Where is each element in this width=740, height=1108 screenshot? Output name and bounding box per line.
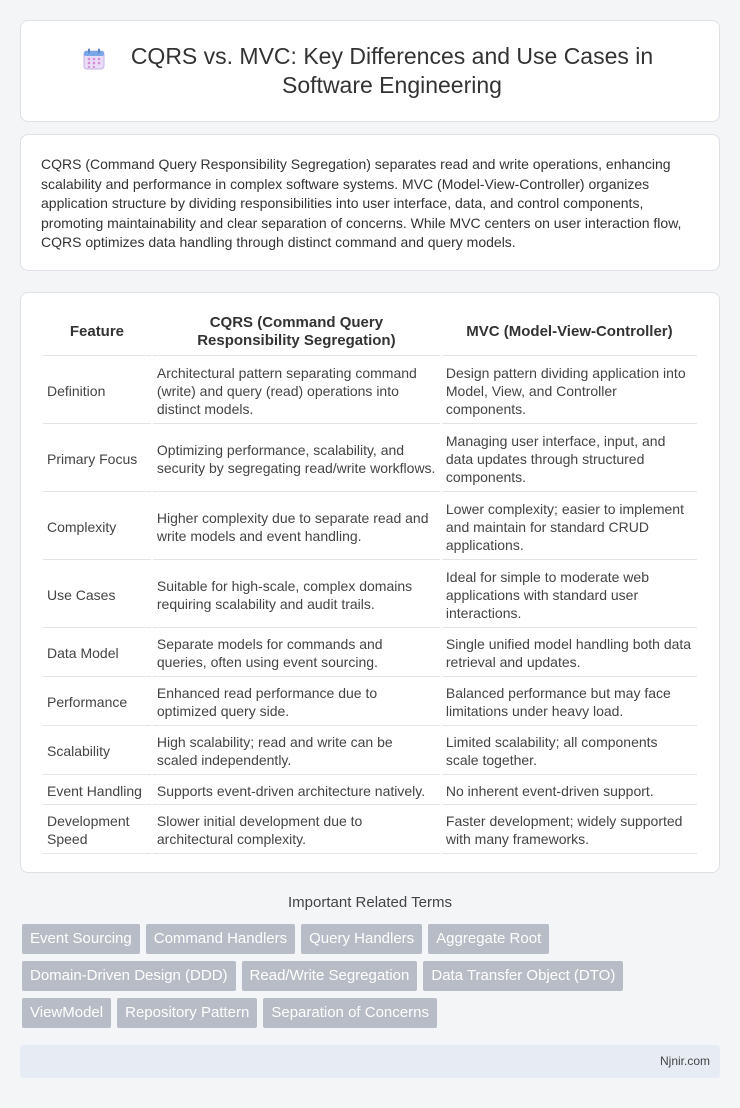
mvc-cell: Faster development; widely supported with many frameworks. — [442, 807, 697, 854]
table-row — [43, 630, 697, 677]
feature-cell: Performance — [43, 679, 151, 726]
cqrs-cell: Enhanced read performance due to optimized query side. — [153, 679, 440, 726]
cqrs-cell: Supports event-driven architecture natively. — [153, 777, 440, 805]
feature-cell: Primary Focus — [43, 426, 151, 492]
cqrs-cell: Architectural pattern separating command (write) and query (read) operations into distinct models. — [153, 358, 440, 424]
mvc-cell: Balanced performance but may face limitations under heavy load. — [442, 679, 697, 726]
feature-cell: Development Speed — [43, 807, 151, 854]
related-term-tag[interactable]: Query Handlers — [301, 924, 422, 954]
calendar-icon — [83, 48, 105, 70]
table-header-row — [43, 309, 697, 356]
footer-site[interactable]: Njnir.com — [659, 1054, 710, 1068]
mvc-cell: Limited scalability; all components scale together. — [442, 728, 697, 775]
cqrs-cell: Slower initial development due to architectural complexity. — [153, 807, 440, 854]
header-cqrs: CQRS (Command Query Responsibility Segregation) — [153, 309, 440, 356]
footer — [20, 1045, 720, 1078]
header-mvc: MVC (Model-View-Controller) — [442, 309, 697, 356]
mvc-cell: Single unified model handling both data retrieval and updates. — [442, 630, 697, 677]
table-row — [43, 728, 697, 775]
related-term-tag[interactable]: Separation of Concerns — [263, 998, 437, 1028]
mvc-cell: Design pattern dividing application into Model, View, and Controller components. — [442, 358, 697, 424]
related-term-tag[interactable]: Domain-Driven Design (DDD) — [22, 961, 236, 991]
cqrs-cell: Separate models for commands and queries, often using event sourcing. — [153, 630, 440, 677]
table-row — [43, 358, 697, 424]
related-term-tag[interactable]: Repository Pattern — [117, 998, 257, 1028]
related-term-tag[interactable]: Aggregate Root — [428, 924, 549, 954]
mvc-cell: Ideal for simple to moderate web applications with standard user interactions. — [442, 562, 697, 628]
mvc-cell: Lower complexity; easier to implement and maintain for standard CRUD applications. — [442, 494, 697, 560]
related-term-tag[interactable]: Data Transfer Object (DTO) — [423, 961, 623, 991]
feature-cell: Scalability — [43, 728, 151, 775]
mvc-cell: No inherent event-driven support. — [442, 777, 697, 805]
table-row — [43, 494, 697, 560]
feature-cell: Data Model — [43, 630, 151, 677]
related-term-tag[interactable]: Event Sourcing — [22, 924, 140, 954]
title-card — [20, 20, 720, 122]
table-row — [43, 562, 697, 628]
table-row — [43, 807, 697, 854]
feature-cell: Event Handling — [43, 777, 151, 805]
cqrs-cell: Optimizing performance, scalability, and security by segregating read/write workflows. — [153, 426, 440, 492]
related-term-tag[interactable]: Command Handlers — [146, 924, 295, 954]
related-terms-title: Important Related Terms — [288, 894, 452, 911]
cqrs-cell: Higher complexity due to separate read and write models and event handling. — [153, 494, 440, 560]
table-row — [43, 679, 697, 726]
title-wrap — [83, 42, 657, 100]
feature-cell: Complexity — [43, 494, 151, 560]
feature-cell: Use Cases — [43, 562, 151, 628]
page-title: CQRS vs. MVC: Key Differences and Use Cases in Software Engineering — [130, 43, 654, 98]
table-row — [43, 777, 697, 805]
table-row — [43, 426, 697, 492]
related-term-tag[interactable]: ViewModel — [22, 998, 111, 1028]
cqrs-cell: Suitable for high-scale, complex domains requiring scalability and audit trails. — [153, 562, 440, 628]
related-terms-list — [22, 924, 722, 1035]
mvc-cell: Managing user interface, input, and data updates through structured components. — [442, 426, 697, 492]
comparison-table — [41, 307, 699, 856]
related-term-tag[interactable]: Read/Write Segregation — [242, 961, 418, 991]
comparison-card — [20, 292, 720, 873]
feature-cell: Definition — [43, 358, 151, 424]
header-feature: Feature — [43, 309, 151, 356]
intro-paragraph: CQRS (Command Query Responsibility Segregation) separates read and write operations, enhancing scalability and performance in complex software systems. MVC (Model-View-Controller) organizes application structure by dividing responsibilities into user interface, data, and control components, promoting maintainability and clear separation of concerns. While MVC centers on user interaction flow, CQRS optimizes data handling through distinct command and query models. — [41, 156, 682, 251]
intro-card — [20, 134, 720, 271]
cqrs-cell: High scalability; read and write can be scaled independently. — [153, 728, 440, 775]
